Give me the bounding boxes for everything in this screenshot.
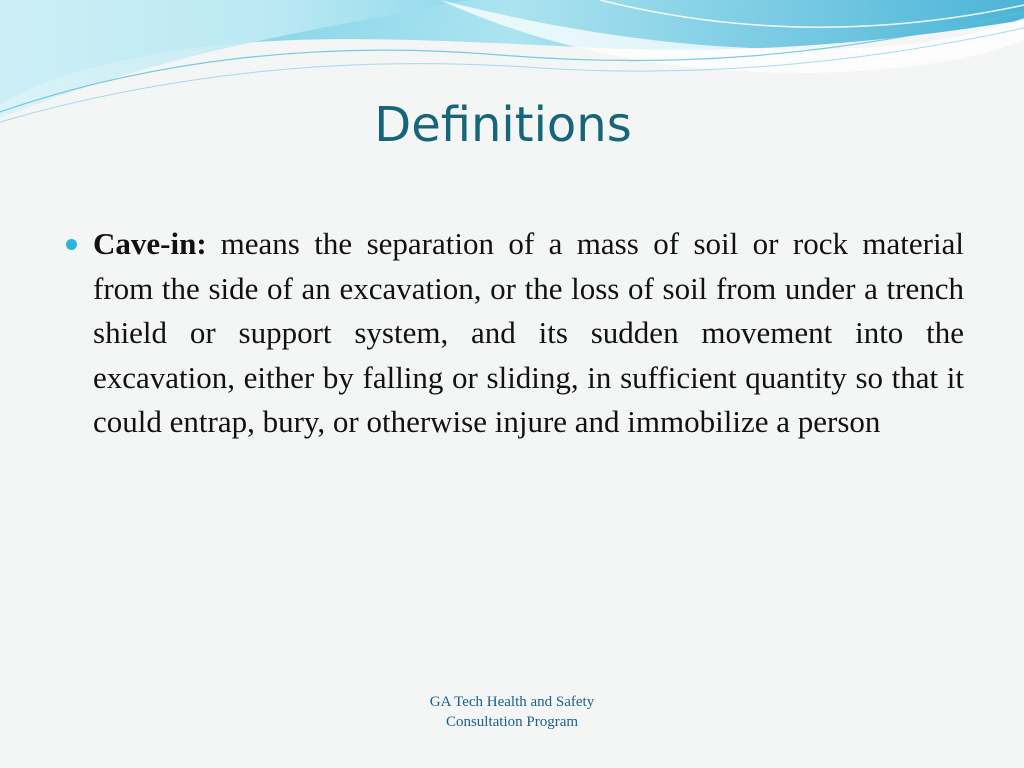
- bullet-item: [62, 222, 964, 445]
- slide-title: Definitions: [374, 97, 632, 153]
- definition-text: means the separation of a mass of soil or rock material from the side of an excavation, or the loss of soil from under a trench shield or support system, and its sudden movement into the excavation, either by falling or sliding, in sufficient quantity so that it could entrap, bury, or otherwise injure and immobilize a person: [93, 226, 964, 440]
- footer-line-1: GA Tech Health and Safety: [429, 694, 595, 710]
- bullet-icon: [66, 239, 77, 250]
- bullet-text: [93, 222, 964, 445]
- term-cave-in: Cave-in:: [93, 226, 207, 261]
- footer: [392, 692, 632, 732]
- footer-line-2: Consultation Program: [445, 714, 579, 730]
